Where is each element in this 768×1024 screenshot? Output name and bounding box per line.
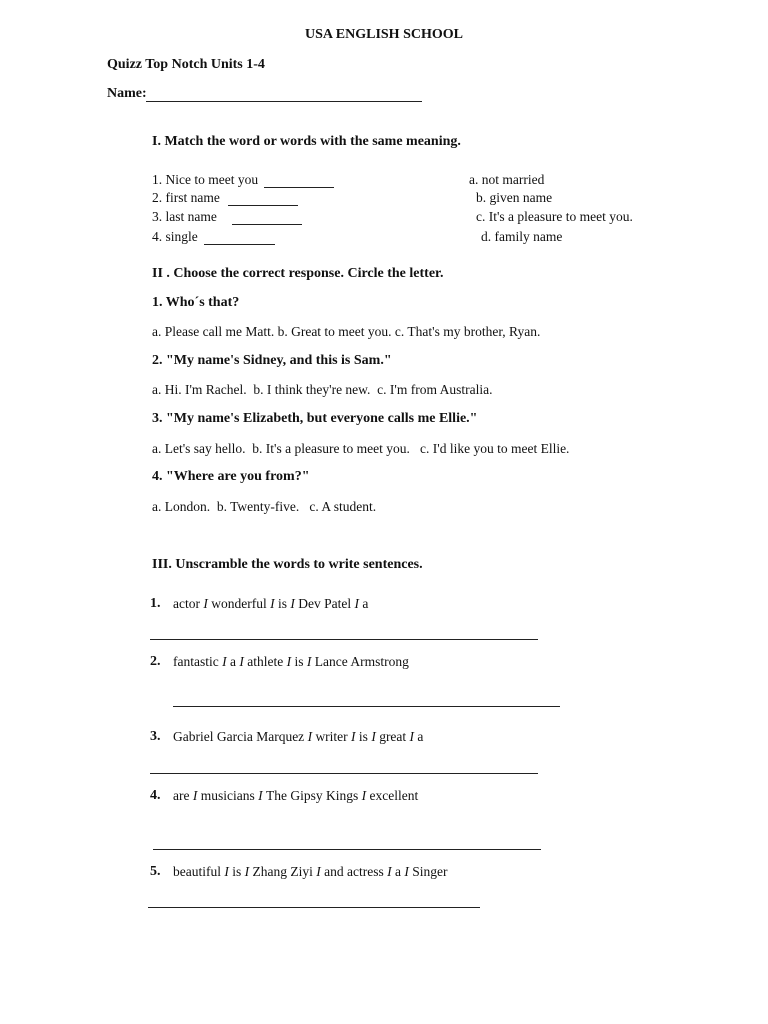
scramble-num-3: 3.	[150, 729, 161, 744]
scramble-word: beautiful	[173, 864, 221, 879]
word-separator: I	[304, 729, 316, 744]
scramble-word: fantastic	[173, 654, 219, 669]
match-option-d: d. family name	[481, 229, 563, 244]
answers-4[interactable]: a. London. b. Twenty-five. c. A student.	[152, 499, 377, 514]
word-separator: I	[312, 864, 325, 879]
scramble-num-4: 4.	[150, 788, 161, 803]
name-blank[interactable]	[146, 101, 422, 102]
word-separator: I	[303, 654, 315, 669]
question-1: 1. Who´s that?	[152, 295, 240, 310]
scramble-words-5	[173, 864, 447, 880]
section3-heading: III. Unscramble the words to write sentences.	[152, 557, 423, 572]
answers-1[interactable]: a. Please call me Matt. b. Great to meet you. c. That's my brother, Ryan.	[152, 324, 541, 339]
scramble-word: is	[358, 729, 368, 744]
answer-line-3[interactable]	[150, 773, 538, 774]
scramble-word: is	[294, 654, 304, 669]
scramble-word: actor	[173, 596, 200, 611]
answer-line-2[interactable]	[173, 706, 560, 707]
section1-heading: I. Match the word or words with the same meaning.	[152, 134, 461, 149]
word-separator: I	[351, 596, 363, 611]
scramble-word: a	[362, 596, 369, 611]
word-separator: I	[220, 864, 233, 879]
answer-line-4[interactable]	[153, 849, 541, 850]
word-separator: I	[235, 654, 248, 669]
match-option-c: c. It's a pleasure to meet you.	[476, 209, 633, 224]
match-blank-2[interactable]	[228, 205, 298, 206]
scramble-word: is	[277, 596, 287, 611]
answers-2[interactable]: a. Hi. I'm Rachel. b. I think they're new. c. I'm from Australia.	[152, 382, 493, 397]
scramble-words-4	[173, 788, 418, 804]
scramble-word: excellent	[369, 788, 419, 803]
answers-3[interactable]: a. Let's say hello. b. It's a pleasure to meet you. c. I'd like you to meet Ellie.	[152, 441, 570, 456]
scramble-word: great	[379, 729, 407, 744]
word-separator: I	[189, 788, 201, 803]
match-item-1: 1. Nice to meet you	[152, 172, 259, 187]
scramble-word: Lance Armstrong	[314, 654, 409, 669]
quiz-title: Quizz Top Notch Units 1-4	[107, 57, 265, 72]
scramble-word: a	[417, 729, 424, 744]
match-item-4: 4. single	[152, 229, 198, 244]
section2-heading: II . Choose the correct response. Circle the letter.	[152, 266, 444, 281]
match-blank-1[interactable]	[264, 187, 334, 188]
scramble-word: are	[173, 788, 190, 803]
word-separator: I	[358, 788, 370, 803]
match-blank-4[interactable]	[204, 244, 275, 245]
scramble-word: and actress	[324, 864, 384, 879]
name-label: Name:	[107, 86, 147, 101]
question-3: 3. "My name's Elizabeth, but everyone calls me Ellie."	[152, 411, 478, 426]
scramble-num-5: 5.	[150, 864, 161, 879]
scramble-words-3	[173, 729, 423, 745]
match-item-2: 2. first name	[152, 190, 220, 205]
scramble-word: The Gipsy Kings	[265, 788, 359, 803]
scramble-words-2	[173, 654, 409, 670]
match-blank-3[interactable]	[232, 224, 302, 225]
word-separator: I	[367, 729, 380, 744]
scramble-num-1: 1.	[150, 596, 161, 611]
scramble-word: Gabriel Garcia Marquez	[173, 729, 305, 744]
scramble-word: musicians	[200, 788, 255, 803]
school-title: USA ENGLISH SCHOOL	[305, 27, 463, 42]
scramble-word: Zhang Ziyi	[252, 864, 313, 879]
scramble-word: is	[232, 864, 242, 879]
match-option-b: b. given name	[476, 190, 553, 205]
word-separator: I	[383, 864, 395, 879]
word-separator: I	[347, 729, 359, 744]
word-separator: I	[406, 729, 418, 744]
question-4: 4. "Where are you from?"	[152, 469, 310, 484]
word-separator: I	[266, 596, 278, 611]
match-option-a: a. not married	[469, 172, 545, 187]
scramble-word: Dev Patel	[298, 596, 352, 611]
scramble-word: writer	[315, 729, 348, 744]
word-separator: I	[199, 596, 212, 611]
match-item-3: 3. last name	[152, 209, 217, 224]
word-separator: I	[400, 864, 413, 879]
answer-line-1[interactable]	[150, 639, 538, 640]
scramble-word: Singer	[412, 864, 448, 879]
scramble-word: a	[229, 654, 236, 669]
word-separator: I	[283, 654, 295, 669]
word-separator: I	[218, 654, 230, 669]
answer-line-5[interactable]	[148, 907, 480, 908]
word-separator: I	[286, 596, 299, 611]
scramble-word: a	[394, 864, 401, 879]
word-separator: I	[254, 788, 266, 803]
scramble-word: athlete	[247, 654, 284, 669]
scramble-num-2: 2.	[150, 654, 161, 669]
scramble-word: wonderful	[211, 596, 267, 611]
question-2: 2. "My name's Sidney, and this is Sam."	[152, 353, 392, 368]
scramble-words-1	[173, 596, 368, 612]
word-separator: I	[241, 864, 253, 879]
